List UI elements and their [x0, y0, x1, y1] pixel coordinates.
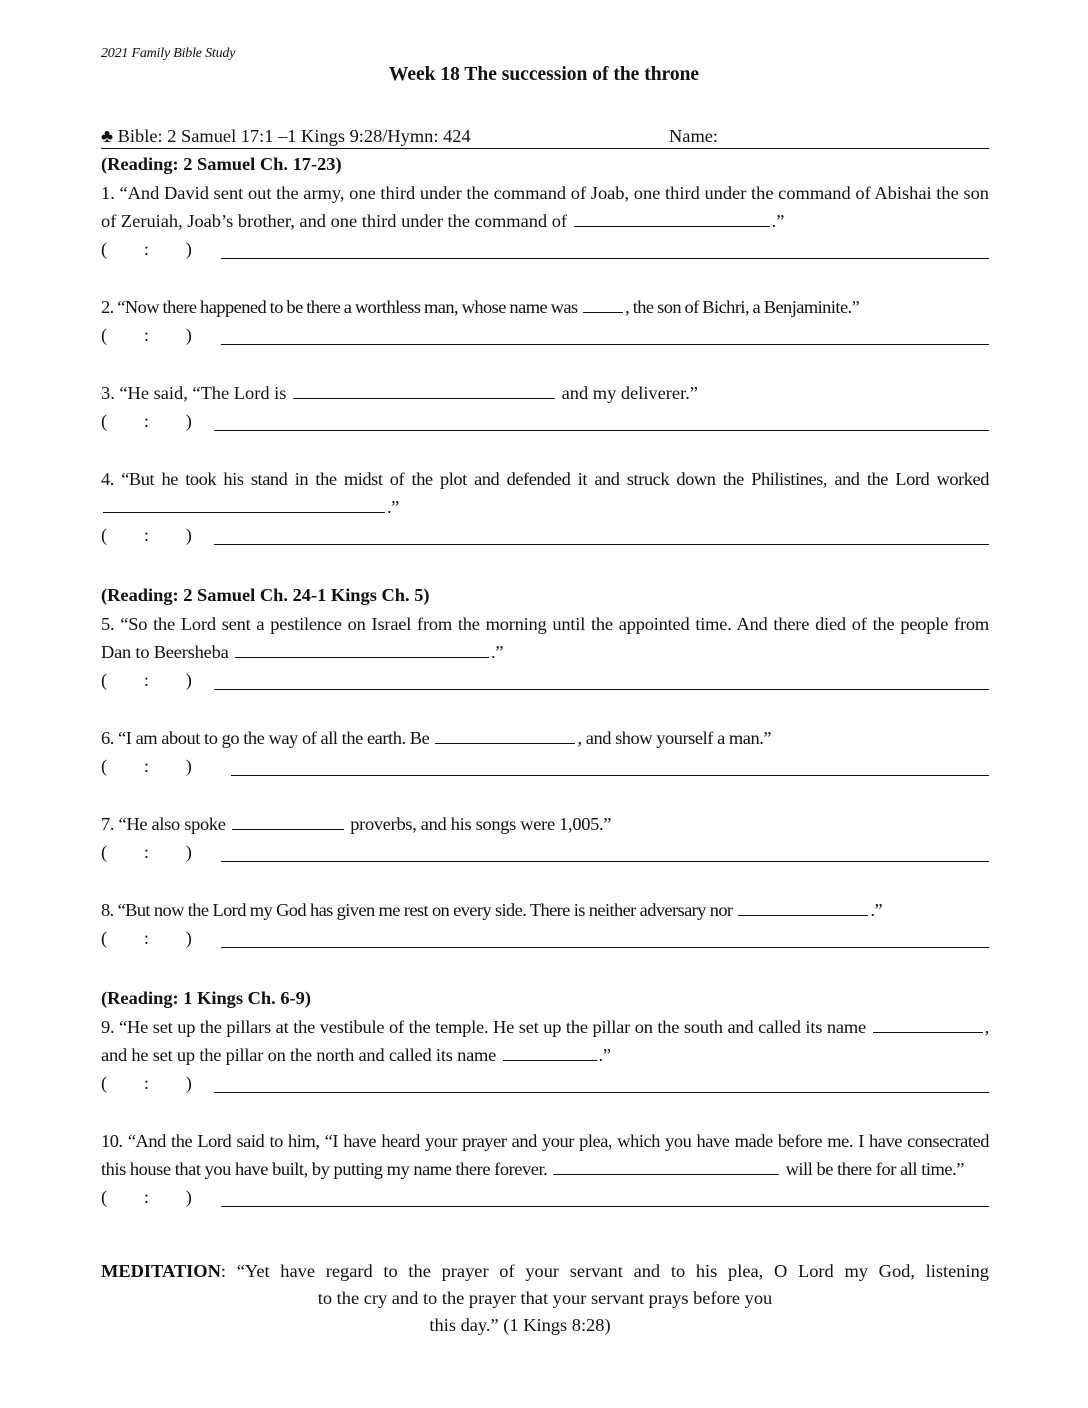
answer-blank[interactable] — [293, 380, 555, 399]
answer-blank[interactable] — [232, 811, 344, 830]
question-text: 5. “So the Lord sent a pestilence on Israel from the morning until the appointed time. And there died of the people from Dan to Beersheba — [101, 614, 989, 662]
answer-blank[interactable] — [503, 1042, 597, 1061]
reference-answer-line[interactable] — [214, 410, 989, 431]
reference-placeholder: ( : ) — [101, 928, 192, 948]
question-2 — [101, 293, 989, 349]
answer-blank[interactable] — [553, 1156, 779, 1175]
meditation-block — [101, 1258, 989, 1339]
page-title: Week 18 The succession of the throne — [388, 64, 700, 85]
reference-placeholder: ( : ) — [101, 1187, 192, 1207]
reference-answer-line[interactable] — [214, 524, 989, 545]
question-text: 10. “And the Lord said to him, “I have heard your prayer and your plea, which you have made before me. I have consecrated this house that you have built, by putting my name there forever. — [101, 1131, 989, 1179]
question-text: .” — [490, 642, 504, 662]
question-1 — [101, 179, 989, 263]
question-text: 8. “But now the Lord my God has given me rest on every side. There is neither adversary nor — [101, 900, 733, 920]
answer-blank[interactable] — [738, 897, 868, 916]
reference-line — [101, 235, 989, 263]
answer-blank[interactable] — [873, 1014, 983, 1033]
question-text: 2. “Now there happened to be there a worthless man, whose name was — [101, 297, 578, 317]
reference-answer-line[interactable] — [214, 1072, 989, 1093]
question-text: .” — [598, 1045, 611, 1065]
running-header: 2021 Family Bible Study — [101, 46, 236, 61]
reference-answer-line[interactable] — [221, 324, 989, 345]
meditation-line-3: this day.” (1 Kings 8:28) — [429, 1315, 611, 1335]
reference-line — [101, 521, 989, 549]
question-text: and my deliverer.” — [561, 383, 698, 403]
question-text: proverbs, and his songs were 1,005.” — [350, 814, 612, 834]
answer-blank[interactable] — [583, 294, 623, 313]
reference-line — [101, 924, 989, 952]
question-text: .” — [387, 497, 399, 517]
question-4 — [101, 465, 989, 549]
question-7 — [101, 810, 989, 866]
reference-answer-line[interactable] — [221, 238, 989, 259]
question-text: 9. “He set up the pillars at the vestibule of the temple. He set up the pillar on the south and called its name — [101, 1017, 866, 1037]
section-heading-1: (Reading: 2 Samuel Ch. 17-23) — [101, 154, 342, 174]
question-text: , the son of Bichri, a Benjaminite.” — [625, 297, 860, 317]
question-9 — [101, 1013, 989, 1097]
reference-line — [101, 407, 989, 435]
reference-answer-line[interactable] — [214, 669, 989, 690]
question-3 — [101, 379, 989, 435]
reference-line — [101, 666, 989, 694]
reference-answer-line[interactable] — [231, 755, 989, 776]
bible-reading-line — [101, 125, 989, 149]
bible-reference: ♣ Bible: 2 Samuel 17:1 –1 Kings 9:28/Hymn: 424 — [101, 126, 471, 146]
question-8 — [101, 896, 989, 952]
question-text: , and show yourself a man.” — [577, 728, 772, 748]
section-heading-3: (Reading: 1 Kings Ch. 6-9) — [101, 988, 311, 1008]
reference-placeholder: ( : ) — [101, 525, 192, 545]
reference-placeholder: ( : ) — [101, 325, 192, 345]
reference-answer-line[interactable] — [221, 841, 989, 862]
meditation-line-1: : “Yet have regard to the prayer of your servant and to his plea, O Lord my God, listening — [220, 1261, 989, 1281]
answer-blank[interactable] — [103, 494, 385, 513]
reference-line — [101, 1183, 989, 1211]
name-label: Name: — [669, 126, 719, 146]
worksheet-body — [101, 125, 989, 1211]
question-text: 4. “But he took his stand in the midst of the plot and defended it and struck down the Philistines, and the Lord worked — [101, 469, 989, 489]
reference-line — [101, 838, 989, 866]
reference-placeholder: ( : ) — [101, 411, 192, 431]
question-text: will be there for all time.” — [785, 1159, 964, 1179]
answer-blank[interactable] — [235, 639, 489, 658]
reference-answer-line[interactable] — [221, 927, 989, 948]
answer-blank[interactable] — [435, 725, 575, 744]
question-text: 1. “And David sent out the army, one third under the command of Joab, one third under the command of Abishai the son of Zeruiah, Joab’s brother, and one third under the command of — [101, 183, 989, 231]
question-6 — [101, 724, 989, 780]
reference-placeholder: ( : ) — [101, 756, 192, 776]
question-5 — [101, 610, 989, 694]
answer-blank[interactable] — [574, 208, 770, 227]
reference-line — [101, 1069, 989, 1097]
meditation-line-2: to the cry and to the prayer that your servant prays before you — [317, 1288, 773, 1308]
reference-line — [101, 321, 989, 349]
reference-placeholder: ( : ) — [101, 670, 192, 690]
reference-line — [101, 752, 989, 780]
section-heading-2: (Reading: 2 Samuel Ch. 24-1 Kings Ch. 5) — [101, 585, 430, 605]
reference-placeholder: ( : ) — [101, 842, 192, 862]
question-text: .” — [771, 211, 785, 231]
meditation-label: MEDITATION — [101, 1261, 221, 1281]
reference-answer-line[interactable] — [221, 1186, 989, 1207]
reference-placeholder: ( : ) — [101, 1073, 192, 1093]
question-text: 3. “He said, “The Lord is — [101, 383, 287, 403]
question-10 — [101, 1127, 989, 1211]
question-text: 6. “I am about to go the way of all the earth. Be — [101, 728, 430, 748]
question-text: .” — [870, 900, 883, 920]
question-text: , and he set up the pillar on the north and called its name — [101, 1017, 989, 1065]
reference-placeholder: ( : ) — [101, 239, 192, 259]
question-text: 7. “He also spoke — [101, 814, 226, 834]
